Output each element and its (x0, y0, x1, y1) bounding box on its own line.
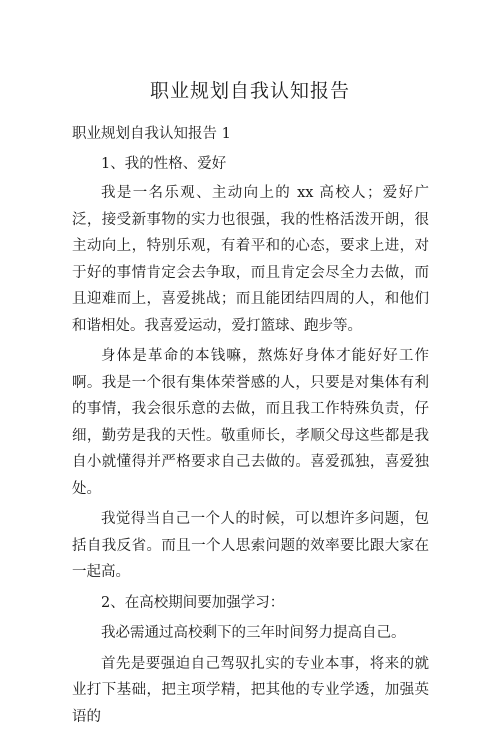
paragraph-5: 首先是要强迫自己驾驭扎实的专业本事，将来的就业打下基础，把主项学精，把其他的专业学透，加强英语的 (72, 651, 429, 730)
section-heading-2: 2、在高校期间要加强学习： (72, 590, 429, 617)
paragraph-1: 我是一名乐观、主动向上的 xx 高校人；爱好广泛，接受新事物的实力也很强，我的性格活泼开朗，很主动向上，特别乐观，有着平和的心态，要求上进，对于好的事情肯定会去争取，而且肯定会尽全力去做，而且迎难而上，喜爱挑战；而且能团结四周的人，和他们和谐相处。我喜爱运动，爱打篮球、跑步等。 (72, 180, 429, 339)
paragraph-2: 身体是革命的本钱嘛，熬炼好身体才能好好工作啊。我是一个很有集体荣誉感的人，只要是对集体有利的事情，我会很乐意的去做，而且我工作特殊负责，仔细，勤劳是我的天性。敬重师长，孝顺父母这些都是我自小就懂得并严格要求自己去做的。喜爱孤独，喜爱独处。 (72, 343, 429, 502)
paragraph-3: 我觉得当自己一个人的时候，可以想许多问题，包括自我反省。而且一个人思索问题的效率要比跟大家在一起高。 (72, 506, 429, 586)
document-title: 职业规划自我认知报告 (0, 78, 500, 104)
report-subtitle: 职业规划自我认知报告 1 (72, 121, 429, 148)
paragraph-4: 我必需通过高校剩下的三年时间努力提高自己。 (72, 620, 429, 647)
document-body (72, 121, 429, 730)
section-heading-1: 1、我的性格、爱好 (72, 151, 429, 178)
